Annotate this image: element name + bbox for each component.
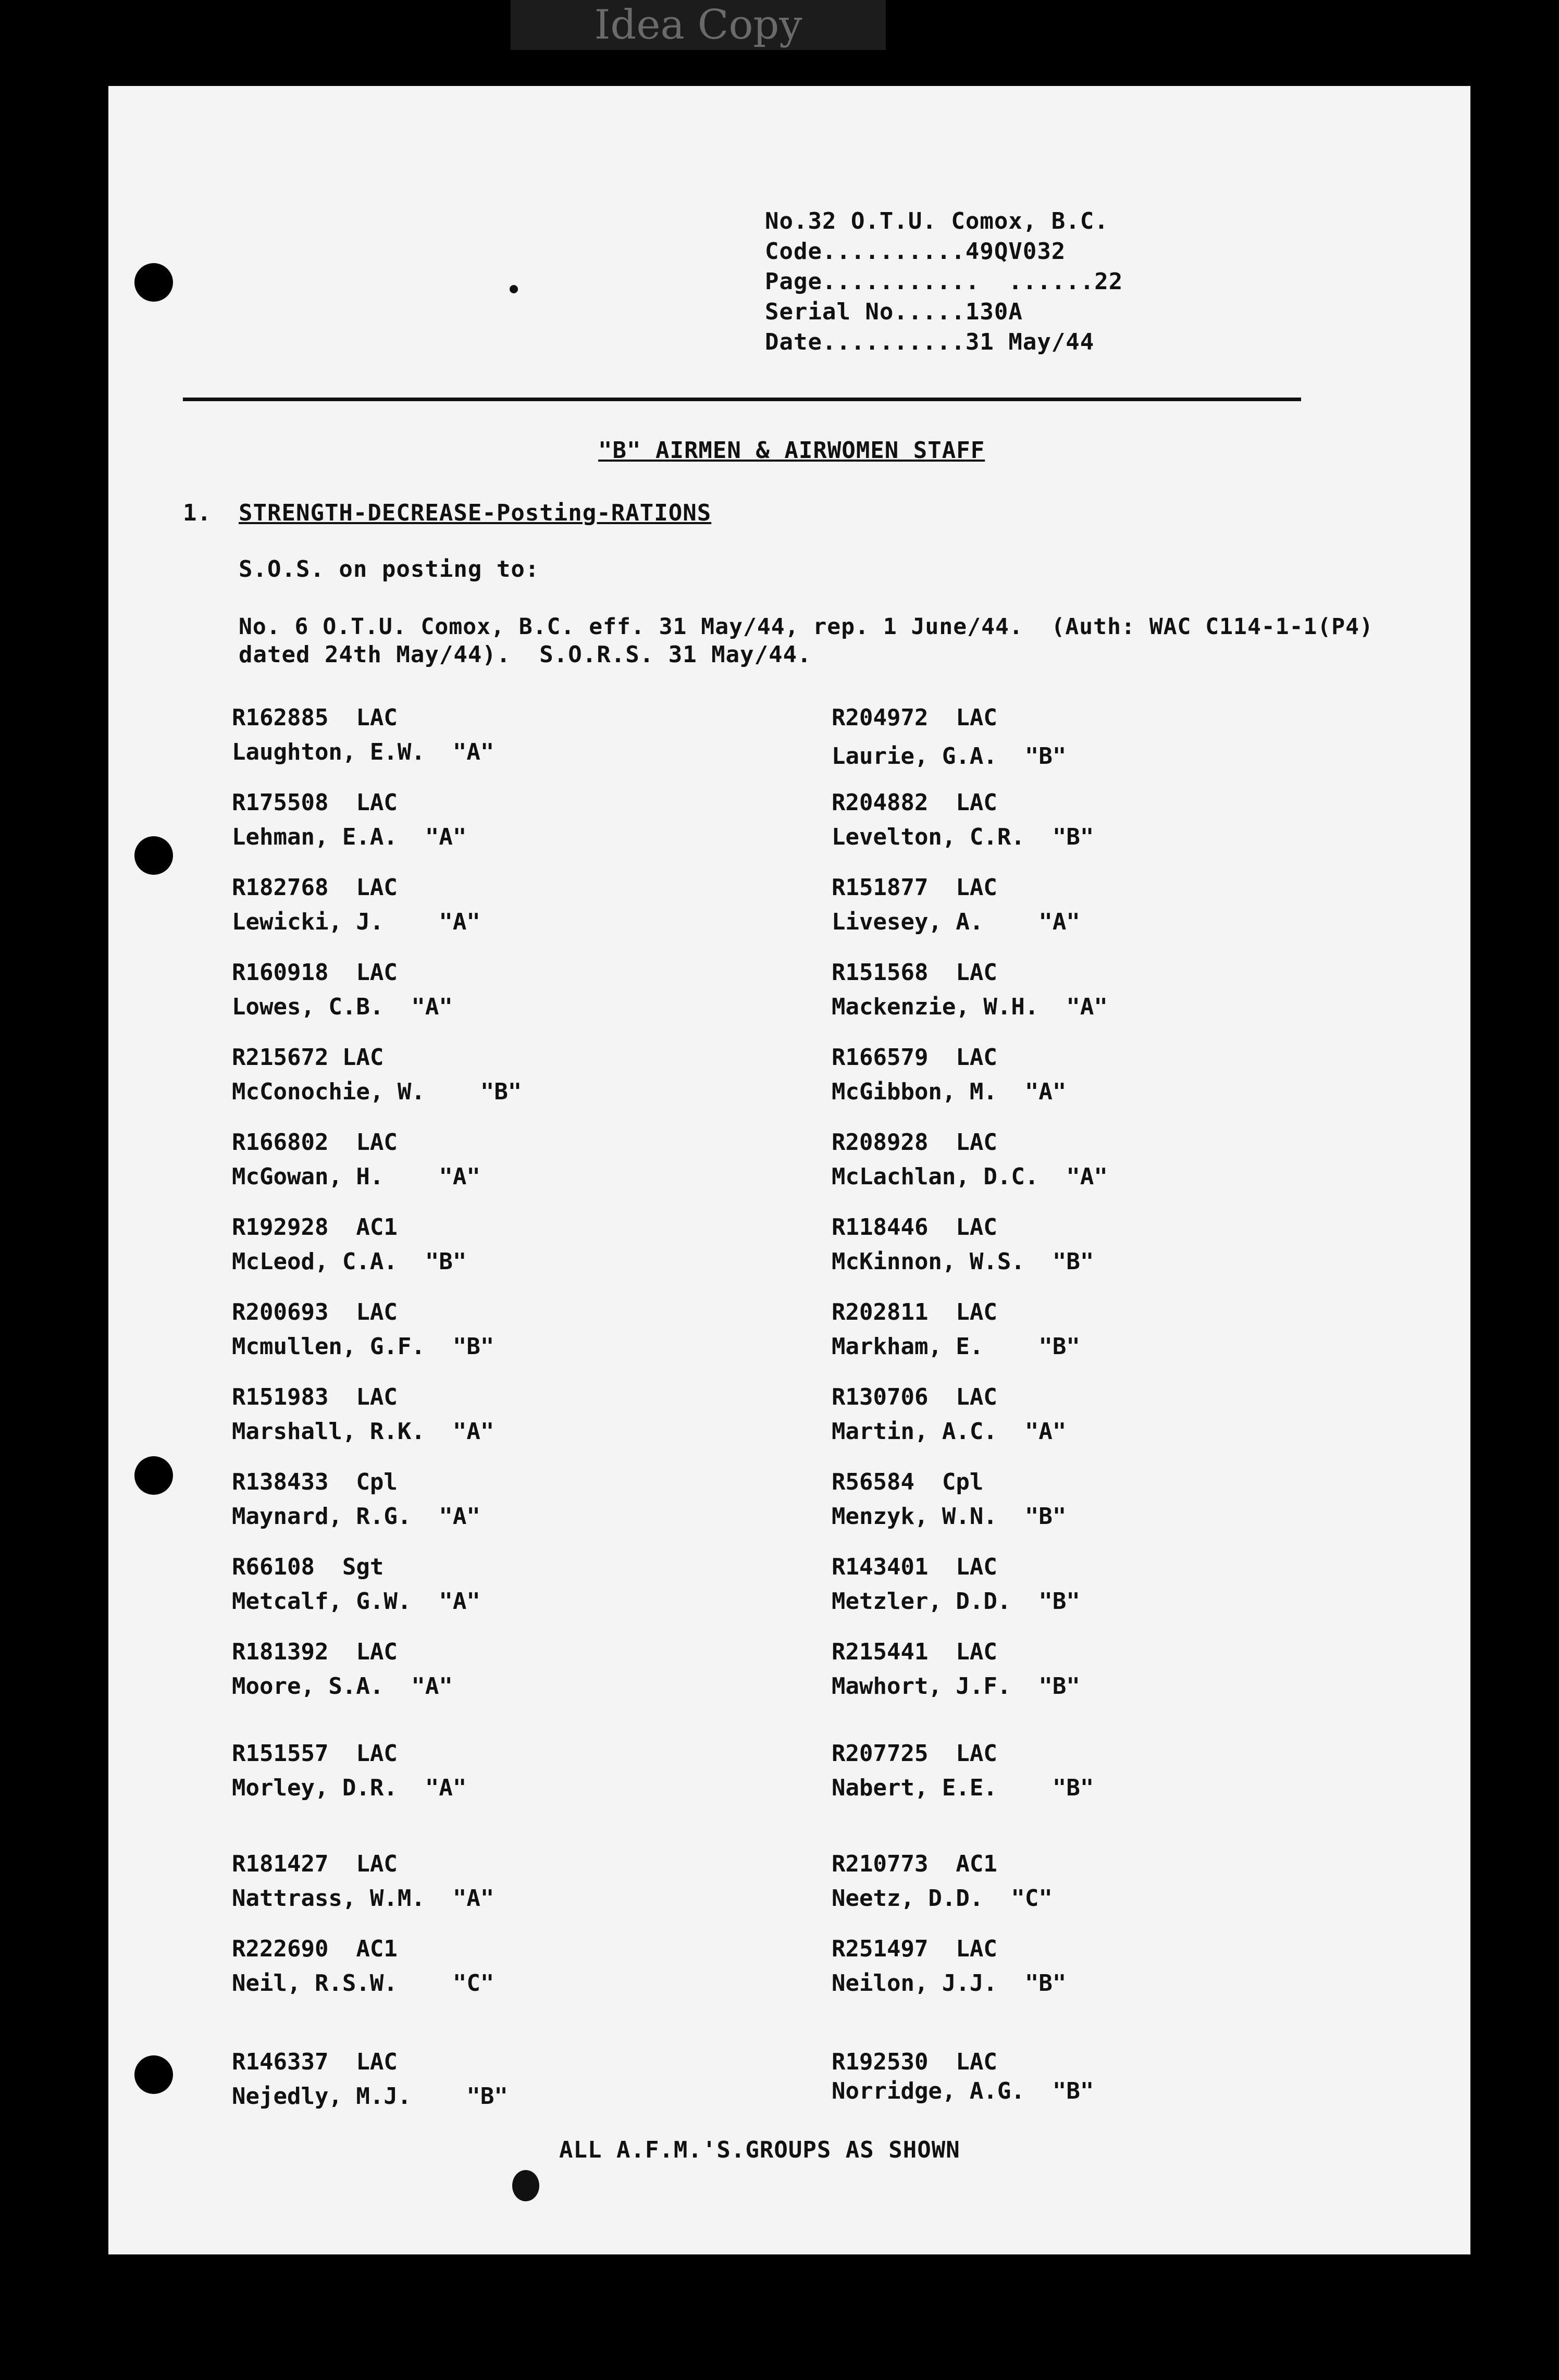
list-item: [232, 1125, 753, 1194]
airman-name: Laughton, E.W. "A": [232, 739, 494, 765]
copy-stamp: Idea Copy: [511, 0, 886, 50]
posting-line-2: dated 24th May/44). S.O.R.S. 31 May/44.: [239, 641, 812, 668]
ink-blot: [512, 2170, 539, 2201]
list-item: [232, 1210, 753, 1279]
airman-name: Marshall, R.K. "A": [232, 1418, 494, 1445]
list-item: [232, 701, 753, 770]
service-number: R130706 LAC: [832, 1384, 997, 1410]
service-number: R200693 LAC: [232, 1299, 398, 1325]
airman-name: Lewicki, J. "A": [232, 909, 480, 935]
airman-name: Levelton, C.R. "B": [832, 824, 1094, 850]
airman-name: McConochie, W. "B": [232, 1079, 522, 1105]
item-heading: STRENGTH-DECREASE-Posting-RATIONS: [239, 500, 712, 526]
service-number: R151557 LAC: [232, 1740, 398, 1767]
service-number: R251497 LAC: [832, 1936, 997, 1962]
list-item: [832, 871, 1353, 939]
service-number: R181427 LAC: [232, 1851, 398, 1877]
airman-name: Martin, A.C. "A": [832, 1418, 1067, 1445]
airman-name: Markham, E. "B": [832, 1333, 1080, 1360]
service-number: R138433 Cpl: [232, 1469, 398, 1495]
list-item: [232, 786, 753, 854]
posting-line-1: No. 6 O.T.U. Comox, B.C. eff. 31 May/44, rep. 1 June/44. (Auth: WAC C114-1-1(P4): [239, 614, 1374, 640]
punch-hole-3: [134, 1456, 173, 1495]
divider-line: [183, 398, 1301, 401]
airman-name: Nabert, E.E. "B": [832, 1775, 1094, 1801]
footer-note: ALL A.F.M.'S.GROUPS AS SHOWN: [559, 2137, 960, 2163]
service-number: R204972 LAC: [832, 704, 997, 731]
list-item: [232, 1737, 753, 1805]
item-number: 1.: [183, 500, 212, 526]
ink-blot: [510, 285, 518, 293]
section-title: "B" AIRMEN & AIRWOMEN STAFF: [598, 437, 985, 464]
service-number: R151877 LAC: [832, 874, 997, 901]
list-item: [232, 1295, 753, 1364]
service-number: R192530 LAC: [832, 2049, 997, 2075]
service-number: R162885 LAC: [232, 704, 398, 731]
airman-name: Laurie, G.A. "B": [832, 743, 1067, 770]
airman-name: Livesey, A. "A": [832, 909, 1080, 935]
list-item: [232, 2045, 753, 2114]
service-number: R151983 LAC: [232, 1384, 398, 1410]
airman-name: McKinnon, W.S. "B": [832, 1248, 1094, 1275]
airman-name: Lehman, E.A. "A": [232, 824, 467, 850]
service-number: R222690 AC1: [232, 1936, 398, 1962]
service-number: R56584 Cpl: [832, 1469, 984, 1495]
list-item: [832, 1465, 1353, 1534]
airman-name: Lowes, C.B. "A": [232, 994, 453, 1020]
airman-name: Neetz, D.D. "C": [832, 1885, 1053, 1912]
list-item: [832, 1847, 1353, 1916]
punch-hole-1: [134, 263, 173, 302]
airman-name: Neilon, J.J. "B": [832, 1970, 1067, 1997]
airman-name: Neil, R.S.W. "C": [232, 1970, 494, 1997]
airman-name: Nejedly, M.J. "B": [232, 2083, 508, 2110]
list-item: [832, 701, 1353, 774]
service-number: R151568 LAC: [832, 959, 997, 986]
list-item: [232, 871, 753, 939]
airman-name: McGowan, H. "A": [232, 1163, 480, 1190]
header-serial: Serial No.....130A: [765, 299, 1023, 325]
list-item: [232, 1847, 753, 1916]
airman-name: McLachlan, D.C. "A": [832, 1163, 1108, 1190]
sos-line: S.O.S. on posting to:: [239, 556, 540, 582]
list-item: [832, 1125, 1353, 1194]
service-number: R210773 AC1: [832, 1851, 997, 1877]
airman-name: Moore, S.A. "A": [232, 1673, 453, 1700]
service-number: R118446 LAC: [832, 1214, 997, 1241]
list-item: [232, 1932, 753, 2001]
service-number: R175508 LAC: [232, 789, 398, 816]
airman-name: Metcalf, G.W. "A": [232, 1588, 480, 1615]
service-number: R208928 LAC: [832, 1129, 997, 1156]
list-item: [832, 956, 1353, 1024]
service-number: R166579 LAC: [832, 1044, 997, 1071]
list-item: [232, 1465, 753, 1534]
service-number: R202811 LAC: [832, 1299, 997, 1325]
service-number: R215441 LAC: [832, 1639, 997, 1665]
service-number: R66108 Sgt: [232, 1554, 384, 1580]
airman-name: McLeod, C.A. "B": [232, 1248, 467, 1275]
list-item: [232, 956, 753, 1024]
service-number: R207725 LAC: [832, 1740, 997, 1767]
list-item: [832, 1380, 1353, 1449]
airman-name: Nattrass, W.M. "A": [232, 1885, 494, 1912]
service-number: R204882 LAC: [832, 789, 997, 816]
airman-name: Mcmullen, G.F. "B": [232, 1333, 494, 1360]
header-unit: No.32 O.T.U. Comox, B.C.: [765, 208, 1109, 234]
airman-name: Menzyk, W.N. "B": [832, 1503, 1067, 1530]
list-item: [832, 1550, 1353, 1619]
list-item: [832, 786, 1353, 854]
list-item: [832, 1737, 1353, 1805]
list-item: [232, 1635, 753, 1704]
service-number: R166802 LAC: [232, 1129, 398, 1156]
airman-name: McGibbon, M. "A": [832, 1079, 1067, 1105]
service-number: R146337 LAC: [232, 2049, 398, 2075]
service-number: R160918 LAC: [232, 959, 398, 986]
list-item: [832, 2045, 1353, 2109]
list-item: [232, 1550, 753, 1619]
header-date: Date..........31 May/44: [765, 329, 1095, 355]
list-item: [832, 1295, 1353, 1364]
header-page: Page........... ......22: [765, 268, 1123, 295]
service-number: R182768 LAC: [232, 874, 398, 901]
header-code: Code..........49QV032: [765, 238, 1066, 265]
airman-name: Metzler, D.D. "B": [832, 1588, 1080, 1615]
list-item: [232, 1040, 753, 1109]
airman-name: Maynard, R.G. "A": [232, 1503, 480, 1530]
airman-name: Morley, D.R. "A": [232, 1775, 467, 1801]
list-item: [832, 1635, 1353, 1704]
airman-name: Mawhort, J.F. "B": [832, 1673, 1080, 1700]
punch-hole-2: [134, 836, 173, 875]
punch-hole-4: [134, 2055, 173, 2094]
document-page: [108, 86, 1470, 2254]
list-item: [832, 1040, 1353, 1109]
service-number: R192928 AC1: [232, 1214, 398, 1241]
airman-name: Mackenzie, W.H. "A": [832, 994, 1108, 1020]
service-number: R143401 LAC: [832, 1554, 997, 1580]
list-item: [232, 1380, 753, 1449]
service-number: R215672 LAC: [232, 1044, 384, 1071]
airman-name: Norridge, A.G. "B": [832, 2078, 1094, 2104]
list-item: [832, 1210, 1353, 1279]
service-number: R181392 LAC: [232, 1639, 398, 1665]
list-item: [832, 1932, 1353, 2001]
